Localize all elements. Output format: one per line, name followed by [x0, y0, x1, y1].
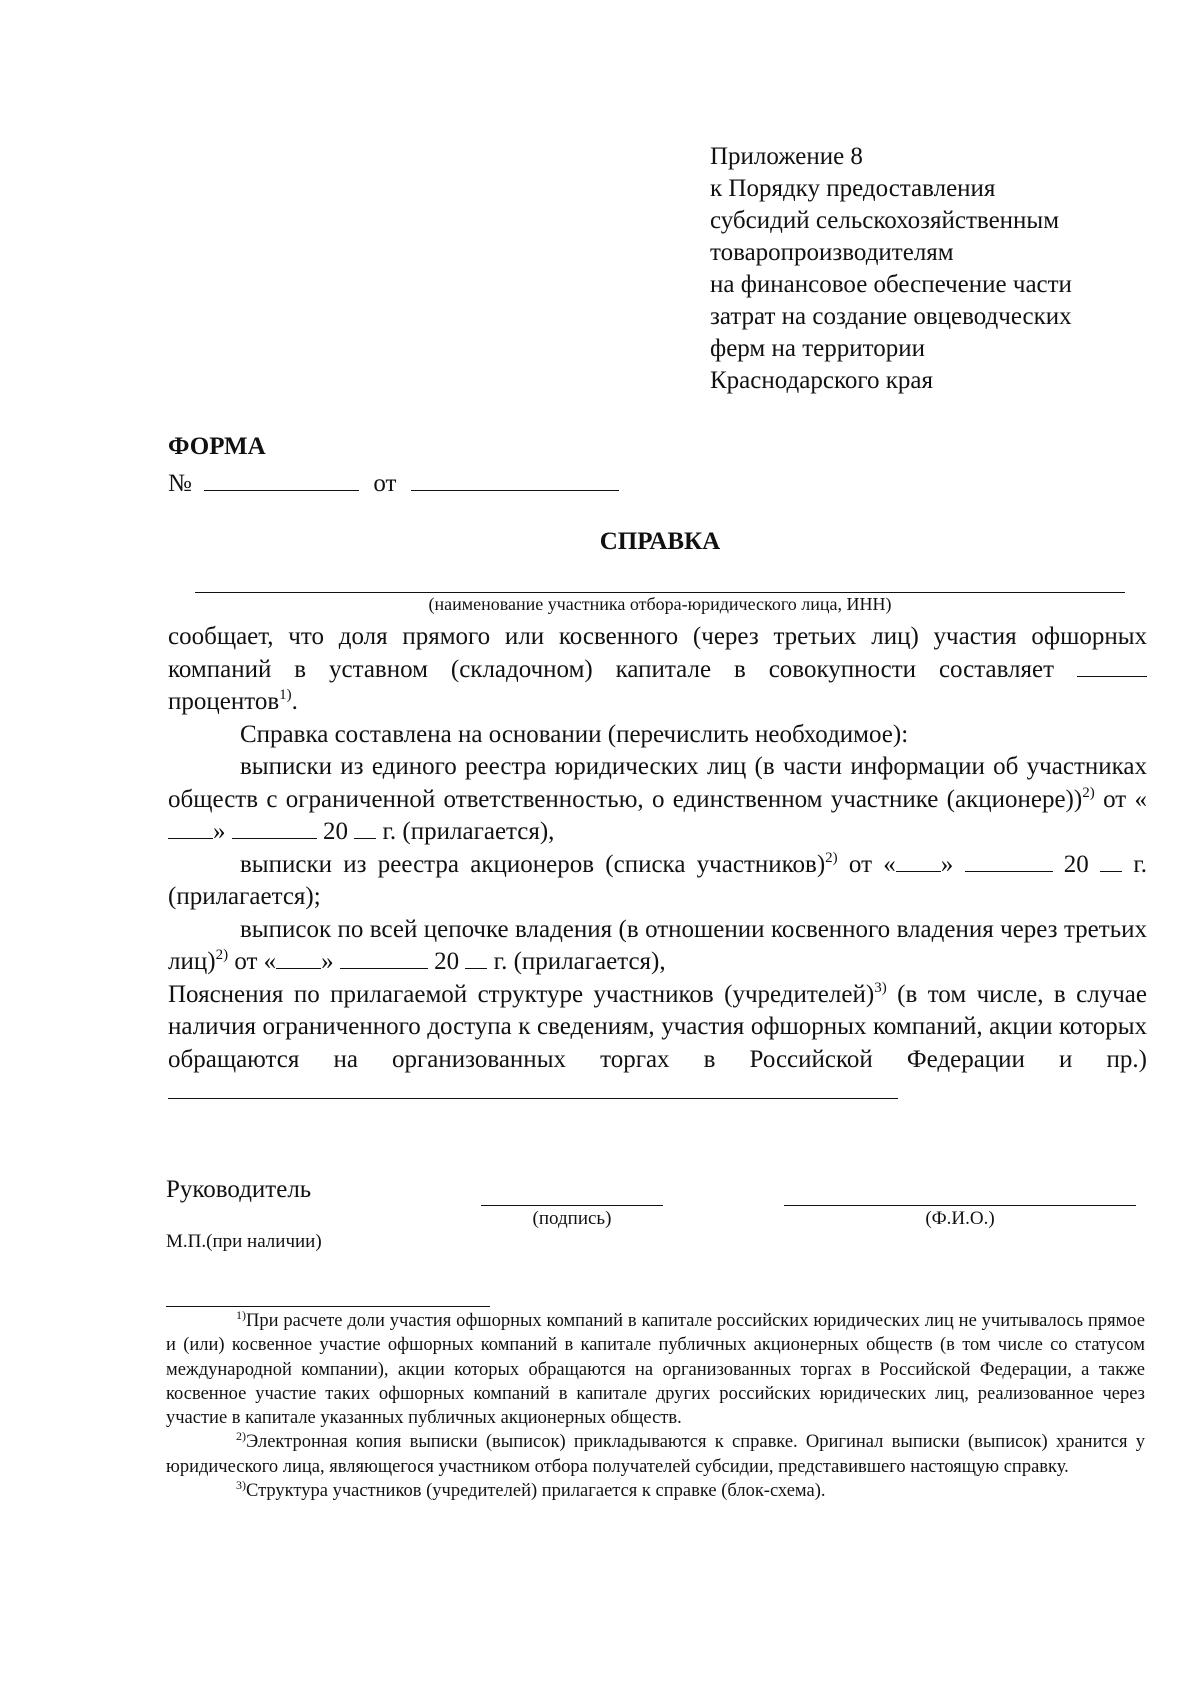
- attached-label: г. (прилагается),: [382, 818, 555, 845]
- footnote-mark: 1): [236, 1308, 246, 1322]
- appendix-line: субсидий сельскохозяйственным: [710, 207, 1060, 234]
- paragraph-share: сообщает, что доля прямого или косвенного (через третьих лиц) участия офшорных компаний в уставном (складочном) капитале в совокупности составляет процентов$^{1)}$.: [168, 623, 1147, 715]
- close-quote: »: [940, 850, 954, 878]
- year-prefix: 20: [323, 818, 348, 845]
- footnote-ref-2: 2): [1082, 784, 1095, 801]
- footnote-1: [166, 1309, 1145, 1430]
- structure-text: Пояснения по прилагаемой структуре участников (учредителей): [168, 980, 875, 1008]
- month-field[interactable]: [965, 851, 1053, 872]
- day-field[interactable]: [896, 851, 941, 872]
- attached-label: г. (прилагается);: [168, 850, 1148, 910]
- appendix-line: Краснодарского края: [710, 367, 933, 394]
- day-field[interactable]: [168, 818, 213, 839]
- shareholders-text: выписки из реестра акционеров (списка участников): [240, 850, 826, 878]
- footnote-ref-3: 3): [874, 979, 887, 996]
- structure-text-cont: (в том числе, в случае наличия ограниченного доступа к сведениям, участия офшорных компаний, акции которых обращаются на организованных торгах в Российской Федерации и пр.): [168, 980, 1147, 1073]
- attached-label: г. (прилагается),: [493, 948, 666, 975]
- percent-field[interactable]: [1077, 656, 1147, 677]
- form-number-line: [168, 468, 619, 498]
- day-field[interactable]: [276, 948, 321, 969]
- structure-field[interactable]: [168, 1078, 898, 1099]
- footnotes: [166, 1309, 1145, 1503]
- form-title: ФОРМА: [168, 433, 266, 460]
- footnote-ref-2: 2): [825, 849, 838, 866]
- year-prefix: 20: [434, 948, 460, 975]
- month-field[interactable]: [232, 818, 317, 839]
- share-text: сообщает, что доля прямого или косвенного (через третьих лиц) участия офшорных компаний в уставном (складочном) капитале в совокупности составляет: [168, 623, 1147, 683]
- footnote-3: [166, 1479, 1145, 1503]
- name-caption: (Ф.И.О.): [925, 1208, 995, 1229]
- stamp-label: М.П.(при наличии): [166, 1231, 322, 1252]
- signature-caption: (подпись): [532, 1208, 612, 1229]
- chain-text: выписок по всей цепочке владения (в отношении косвенного владения через третьих лиц): [168, 915, 1147, 975]
- paragraph-structure: [168, 979, 1147, 1109]
- egrul-text: выписки из единого реестра юридических лиц (в части информации об участниках обществ с ограниченной ответственностью, о единственном участнике (акционере)): [168, 753, 1147, 813]
- appendix-line: к Порядку предоставления: [710, 175, 996, 202]
- footnote-2: [166, 1430, 1145, 1479]
- footnote-divider: [166, 1306, 490, 1307]
- date-field[interactable]: [411, 468, 619, 491]
- paragraph-egrul: [168, 751, 1147, 849]
- footnote-ref-1: 1): [279, 687, 292, 703]
- year-field[interactable]: [354, 818, 376, 839]
- org-name-caption: (наименование участника отбора-юридического лица, ИНН): [428, 594, 892, 614]
- year-field[interactable]: [1100, 851, 1122, 872]
- appendix-line: затрат на создание овцеводческих: [710, 303, 1072, 330]
- footnote-text: Электронная копия выписки (выписок) прикладываются к справке. Оригинал выписки (выписок) хранится у юридического лица, являющегося участником отбора получателей субсидии, представившего настоящую справку.: [166, 1432, 1145, 1477]
- month-field[interactable]: [340, 948, 428, 969]
- year-field[interactable]: [465, 948, 487, 969]
- number-field[interactable]: [204, 468, 359, 491]
- appendix-line: на финансовое обеспечение части: [710, 271, 1072, 298]
- close-quote: »: [213, 818, 226, 845]
- paragraph-shareholders: [168, 849, 1147, 914]
- from-label: от «: [848, 850, 896, 878]
- document-title: СПРАВКА: [599, 528, 721, 555]
- appendix-block: [710, 141, 1150, 397]
- appendix-line: товаропроизводителям: [710, 239, 954, 266]
- from-label: от «: [1103, 785, 1147, 813]
- footnote-mark: 2): [236, 1429, 246, 1444]
- paragraph-chain: [168, 914, 1147, 979]
- name-field[interactable]: [784, 1205, 1136, 1206]
- body-text: [168, 621, 1147, 1109]
- appendix-line: Приложение 8: [710, 143, 863, 170]
- paragraph-basis: Справка составлена на основании (перечислить необходимое):: [240, 720, 909, 748]
- from-label: от «: [234, 948, 277, 975]
- percent-label: процентов: [168, 688, 280, 715]
- appendix-line: ферм на территории: [710, 335, 925, 362]
- number-label: №: [168, 470, 192, 497]
- footnote-mark: 3): [236, 1478, 246, 1493]
- year-prefix: 20: [1063, 850, 1089, 878]
- close-quote: »: [321, 948, 334, 975]
- head-label: Руководитель: [166, 1176, 312, 1203]
- footnote-ref-2: 2): [215, 947, 229, 963]
- org-name-field[interactable]: [195, 592, 1125, 593]
- signature-field[interactable]: [481, 1205, 663, 1206]
- footnote-text: Структура участников (учредителей) прилагается к справке (блок-схема).: [246, 1481, 826, 1502]
- footnote-text: При расчете доли участия офшорных компаний в капитале российских юридических лиц не учитывалось прямое и (или) косвенное участие офшорных компаний в капитале публичных акционерных обществ (в том числе со статусом международной компании), акции которых обращаются на организованных торгах в Российской Федерации, а также косвенное участие таких офшорных компаний в капитале других российских юридических лиц, реализованное через участие в капитале указанных публичных акционерных обществ.: [166, 1311, 1145, 1429]
- date-label: от: [373, 470, 397, 497]
